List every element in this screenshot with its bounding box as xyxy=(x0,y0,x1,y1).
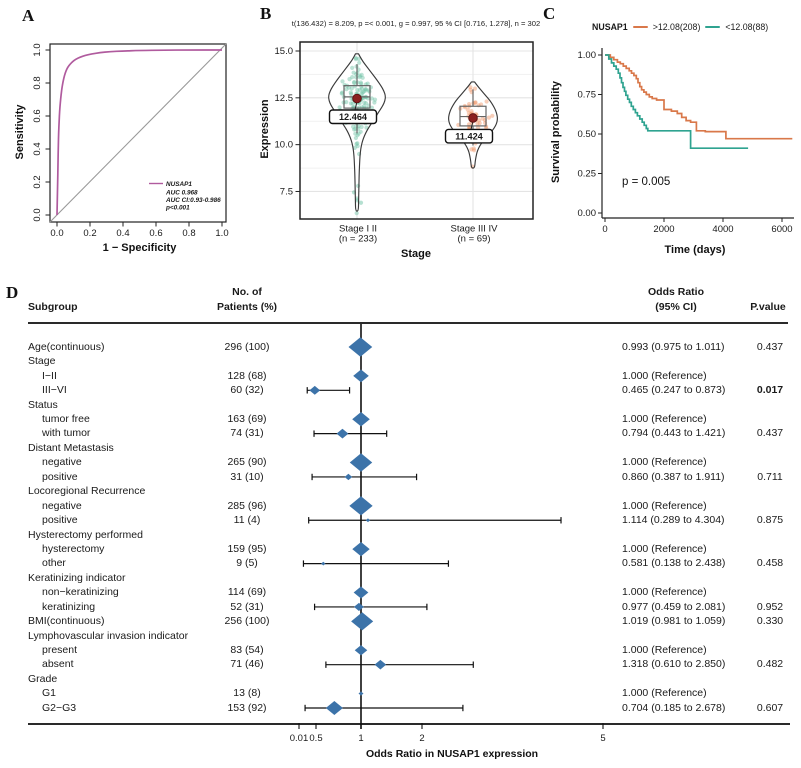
odds-ratio-value: 1.000 (Reference) xyxy=(622,499,707,512)
forest-row xyxy=(0,672,801,686)
subgroup-label: non−keratinizing xyxy=(42,586,119,599)
odds-ratio-value: 1.114 (0.289 to 4.304) xyxy=(622,514,725,527)
forest-row xyxy=(0,556,801,570)
patients-value: 11 (4) xyxy=(233,514,261,527)
violin-y-tick: 12.5 xyxy=(274,92,293,104)
roc-y-tick: 1.0 xyxy=(32,43,43,57)
panel-c-letter: C xyxy=(543,4,556,23)
odds-ratio-value: 0.704 (0.185 to 2.678) xyxy=(622,701,726,714)
subgroup-label: Locoregional Recurrence xyxy=(28,485,146,498)
patients-value: 265 (90) xyxy=(227,456,267,469)
odds-ratio-value: 0.794 (0.443 to 1.421) xyxy=(622,427,726,440)
forest-row xyxy=(0,484,801,498)
p-value: 0.607 xyxy=(756,701,784,714)
roc-x-tick: 0.0 xyxy=(50,228,64,239)
p-value: 0.330 xyxy=(756,615,784,628)
patients-value: 71 (46) xyxy=(230,658,264,671)
violin-y-tick: 15.0 xyxy=(274,46,293,57)
forest-header-ci: (95% CI) xyxy=(655,301,697,313)
roc-x-tick: 0.4 xyxy=(116,228,130,239)
forest-row xyxy=(0,455,801,469)
subgroup-label: negative xyxy=(42,499,82,512)
patients-value: 159 (95) xyxy=(227,542,267,555)
roc-x-tick: 0.2 xyxy=(83,228,97,239)
subgroup-label: Grade xyxy=(28,672,58,685)
odds-ratio-value: 1.019 (0.981 to 1.059) xyxy=(622,615,726,628)
panel-d-letter: D xyxy=(6,283,19,302)
odds-ratio-value: 0.977 (0.459 to 2.081) xyxy=(622,600,726,613)
roc-y-tick: 0.0 xyxy=(32,208,43,222)
odds-ratio-value: 0.860 (0.387 to 1.911) xyxy=(622,470,725,483)
forest-row xyxy=(0,340,801,354)
violin-gridlines xyxy=(300,42,533,219)
violin-y-tick: 10.0 xyxy=(274,139,293,151)
forest-axis-tick: 5 xyxy=(600,733,606,744)
violin-group-n: (n = 233) xyxy=(338,233,378,245)
subgroup-label: Hysterectomy performed xyxy=(28,528,143,541)
forest-row xyxy=(0,701,801,715)
subgroup-label: III−VI xyxy=(42,384,67,397)
subgroup-label: I−II xyxy=(42,369,57,382)
forest-row xyxy=(0,470,801,484)
patients-value: 296 (100) xyxy=(224,340,270,353)
p-value: 0.952 xyxy=(756,600,784,613)
roc-legend xyxy=(149,181,221,212)
forest-axis-tick: 1 xyxy=(358,733,364,744)
violin-border xyxy=(300,42,533,219)
forest-row xyxy=(0,426,801,440)
patients-value: 163 (69) xyxy=(227,413,267,425)
subgroup-label: Distant Metastasis xyxy=(28,441,114,454)
panel-survival xyxy=(540,0,801,285)
patients-value: 52 (31) xyxy=(230,600,264,613)
forest-row xyxy=(0,657,801,671)
roc-legend-line: AUC CI:0.93-0.986 xyxy=(166,197,221,205)
forest-header-pvalue: P.value xyxy=(750,301,786,313)
roc-x-tick: 0.8 xyxy=(182,228,196,239)
forest-row xyxy=(0,585,801,599)
odds-ratio-value: 1.000 (Reference) xyxy=(622,586,707,599)
km-y-tick: 0.25 xyxy=(577,168,596,180)
violin-y-tick: 7.5 xyxy=(279,186,293,198)
odds-ratio-value: 1.000 (Reference) xyxy=(622,413,707,425)
forest-row xyxy=(0,686,801,700)
panel-forest xyxy=(0,283,801,768)
forest-row xyxy=(0,383,801,397)
mean-label: 11.424 xyxy=(455,131,483,142)
p-value: 0.711 xyxy=(757,470,783,483)
km-xlabel: Time (days) xyxy=(664,244,726,256)
patients-value: 13 (8) xyxy=(233,687,261,700)
subgroup-label: Status xyxy=(28,398,58,411)
subgroup-label: other xyxy=(42,557,66,570)
forest-axis-tick: 0.5 xyxy=(309,733,323,744)
km-y-tick: 0.75 xyxy=(577,89,596,101)
forest-row xyxy=(0,513,801,527)
subgroup-label: Lymphovascular invasion indicator xyxy=(28,629,189,642)
km-legend-title: NUSAP1 xyxy=(592,22,628,32)
subgroup-label: positive xyxy=(42,514,78,527)
violin-stats-title: t(136.432) = 8.209, p =< 0.001, g = 0.997, 95 % CI [0.716, 1.278], n = 302 xyxy=(291,19,541,28)
patients-value: 83 (54) xyxy=(230,644,264,657)
subgroup-label: Age(continuous) xyxy=(28,340,105,353)
km-y-tick: 1.00 xyxy=(577,50,596,61)
roc-y-tick: 0.4 xyxy=(32,142,43,156)
km-plot xyxy=(540,0,801,285)
patients-value: 114 (69) xyxy=(227,586,267,599)
forest-row xyxy=(0,600,801,614)
odds-ratio-value: 0.993 (0.975 to 1.011) xyxy=(622,340,725,353)
forest-header-oddsratio: Odds Ratio xyxy=(647,286,704,298)
forest-header-patients: Patients (%) xyxy=(216,301,278,313)
roc-legend-line: p<0.001 xyxy=(166,204,190,212)
forest-row xyxy=(0,629,801,643)
patients-value: 9 (5) xyxy=(236,557,258,570)
subgroup-label: negative xyxy=(42,456,82,469)
panel-b-letter: B xyxy=(260,4,272,23)
forest-axis-tick: 0.01 xyxy=(289,733,309,744)
violin-group-n: (n = 69) xyxy=(457,233,491,245)
roc-y-tick: 0.6 xyxy=(32,109,43,123)
violin-group-label: Stage III IV xyxy=(450,223,498,235)
roc-ylabel: Sensitivity xyxy=(14,104,26,160)
forest-row xyxy=(0,542,801,556)
roc-xlabel: 1 − Specificity xyxy=(102,242,177,254)
forest-row xyxy=(0,398,801,412)
subgroup-label: present xyxy=(42,644,78,657)
km-y-tick: 0.50 xyxy=(577,129,596,140)
odds-ratio-value: 0.465 (0.247 to 0.873) xyxy=(622,384,726,397)
forest-row xyxy=(0,412,801,426)
panel-violin xyxy=(250,0,540,285)
odds-ratio-value: 1.000 (Reference) xyxy=(622,644,707,657)
subgroup-label: G2−G3 xyxy=(42,701,77,714)
km-ylabel: Survival probability xyxy=(550,80,562,184)
km-x-tick: 0 xyxy=(602,224,608,235)
p-value: 0.458 xyxy=(756,557,784,570)
p-value: 0.437 xyxy=(756,340,784,353)
patients-value: 285 (96) xyxy=(227,499,267,512)
patients-value: 256 (100) xyxy=(224,615,270,628)
forest-header-subgroup: Subgroup xyxy=(28,301,78,313)
forest-row xyxy=(0,571,801,585)
violin-plot xyxy=(250,0,540,285)
roc-legend-name: NUSAP1 xyxy=(166,181,192,188)
forest-row xyxy=(0,441,801,455)
subgroup-label: BMI(continuous) xyxy=(28,615,105,628)
violin-ylabel: Expression xyxy=(259,99,271,159)
p-value: 0.482 xyxy=(756,658,784,671)
odds-ratio-value: 1.000 (Reference) xyxy=(622,456,707,469)
km-y-tick: 0.00 xyxy=(577,208,596,219)
violin-group-label: Stage I II xyxy=(338,223,378,235)
patients-value: 74 (31) xyxy=(230,427,264,440)
forest-axis-title: Odds Ratio in NUSAP1 expression xyxy=(365,748,539,760)
subgroup-label: hysterectomy xyxy=(42,542,105,555)
forest-header-noof: No. of xyxy=(232,286,262,298)
panel-a-letter: A xyxy=(22,6,35,25)
chance-diagonal xyxy=(50,44,226,222)
mean-label: 12.464 xyxy=(338,111,368,122)
subgroup-label: positive xyxy=(42,470,78,483)
forest-row xyxy=(0,499,801,513)
odds-ratio-value: 1.000 (Reference) xyxy=(622,687,707,700)
patients-value: 31 (10) xyxy=(230,470,264,483)
patients-value: 60 (32) xyxy=(230,384,264,397)
forest-row xyxy=(0,643,801,657)
roc-y-tick: 0.8 xyxy=(32,76,43,90)
violin-xlabel: Stage xyxy=(401,248,431,260)
forest-row xyxy=(0,354,801,368)
forest-row xyxy=(0,614,801,628)
subgroup-label: keratinizing xyxy=(42,600,96,613)
roc-y-tick: 0.2 xyxy=(32,175,43,189)
p-value: 0.017 xyxy=(756,384,784,397)
patients-value: 153 (92) xyxy=(227,701,267,714)
forest-row xyxy=(0,528,801,542)
km-x-tick: 2000 xyxy=(653,224,675,235)
odds-ratio-value: 1.000 (Reference) xyxy=(622,542,707,555)
roc-x-tick: 1.0 xyxy=(215,228,229,239)
forest-row xyxy=(0,369,801,383)
subgroup-label: Keratinizing indicator xyxy=(28,571,126,584)
p-value: 0.437 xyxy=(756,427,784,440)
subgroup-label: Stage xyxy=(28,355,56,368)
roc-legend-line: AUC 0.968 xyxy=(166,189,198,197)
odds-ratio-value: 0.581 (0.138 to 2.438) xyxy=(622,557,726,570)
odds-ratio-value: 1.000 (Reference) xyxy=(622,369,707,382)
subgroup-label: absent xyxy=(42,658,74,671)
km-legend-label: >12.08(208) xyxy=(652,22,701,32)
km-x-tick: 4000 xyxy=(712,224,734,235)
subgroup-label: tumor free xyxy=(42,413,90,425)
km-pvalue: p = 0.005 xyxy=(622,176,671,188)
panel-roc xyxy=(0,0,250,285)
forest-rows xyxy=(0,283,801,768)
odds-ratio-value: 1.318 (0.610 to 2.850) xyxy=(622,658,726,671)
forest-axis-tick: 2 xyxy=(419,733,425,744)
p-value: 0.875 xyxy=(756,514,784,527)
patients-value: 128 (68) xyxy=(227,369,267,382)
km-legend-label: <12.08(88) xyxy=(725,22,769,32)
km-curve xyxy=(605,55,792,139)
roc-x-tick: 0.6 xyxy=(149,228,163,239)
subgroup-label: G1 xyxy=(42,687,57,700)
km-x-tick: 6000 xyxy=(771,224,793,235)
subgroup-label: with tumor xyxy=(42,427,91,440)
